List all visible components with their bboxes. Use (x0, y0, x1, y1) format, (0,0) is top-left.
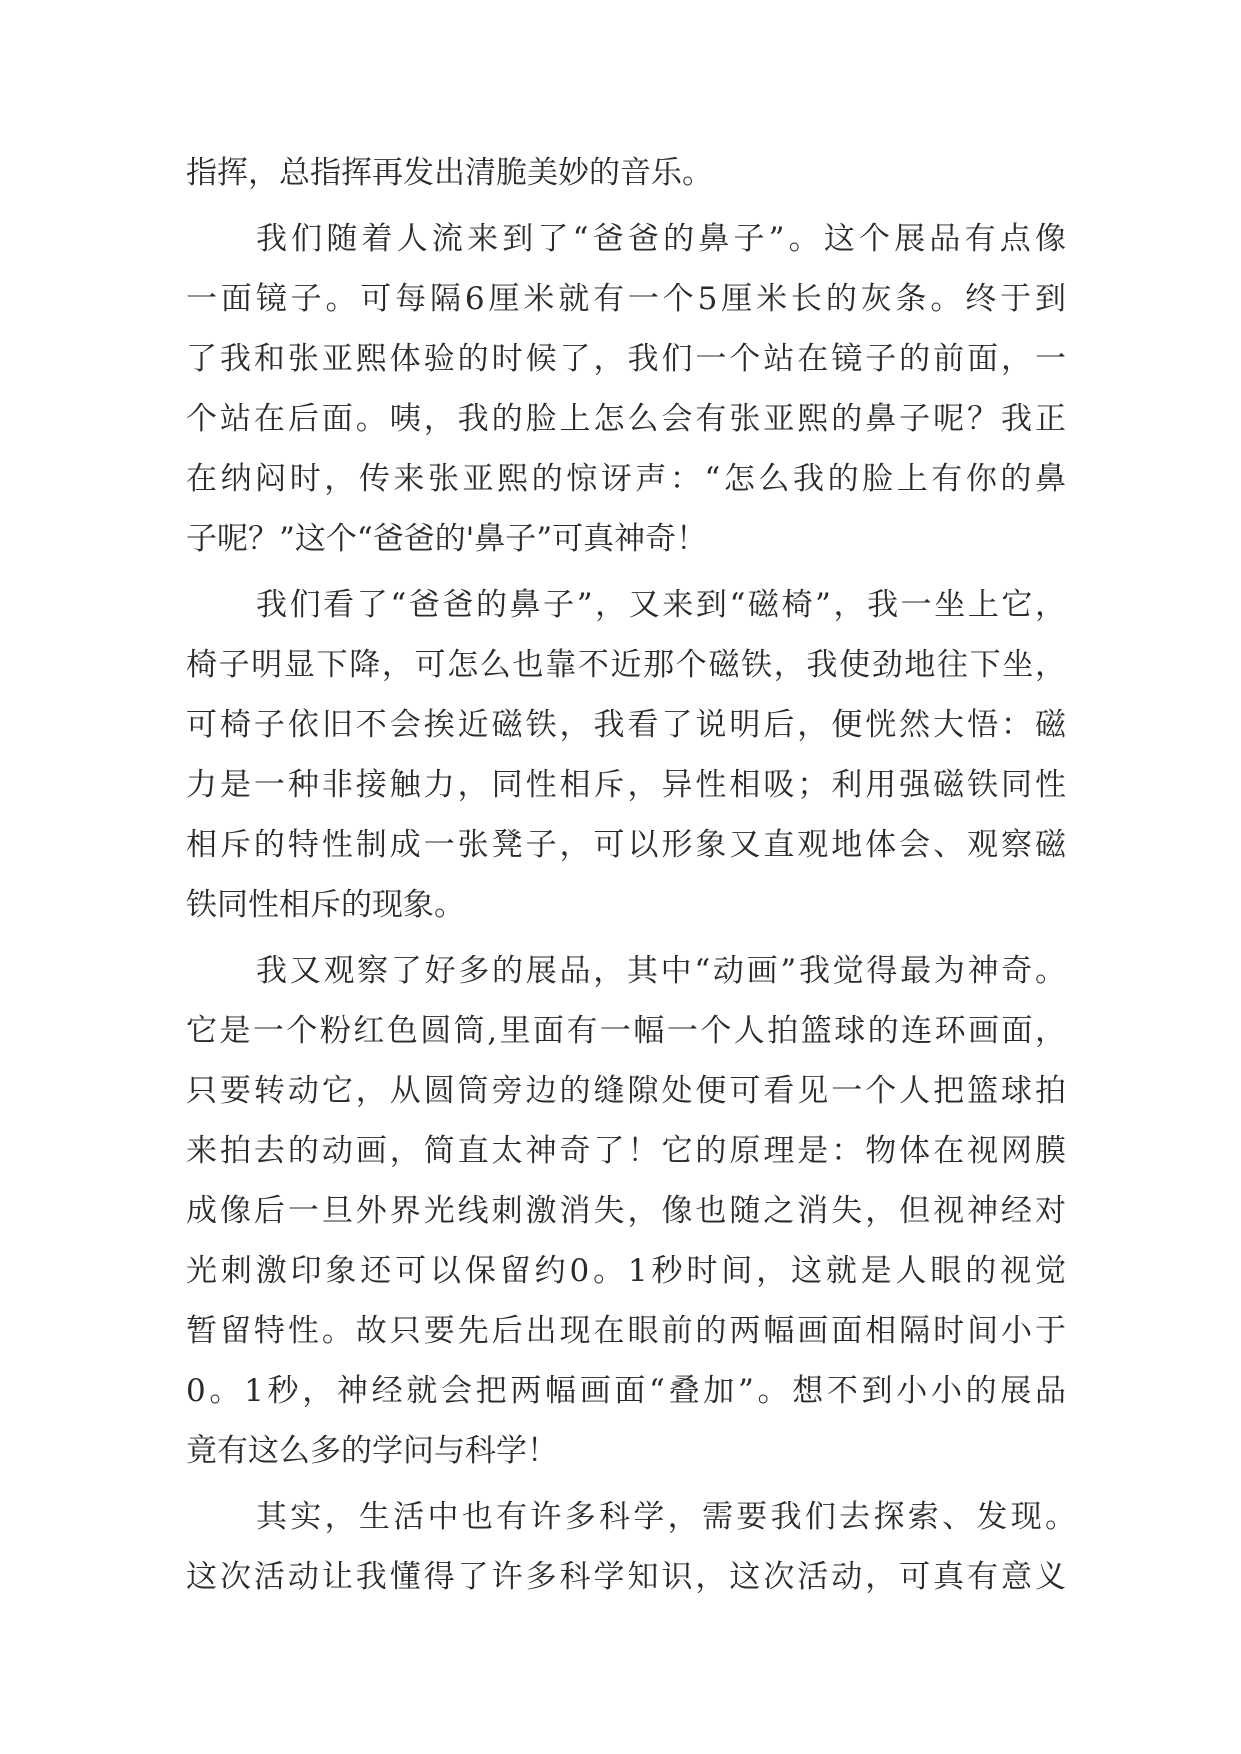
text-line: 力是一种非接触力，同性相斥，异性相吸；利用强磁铁同性 (186, 767, 1066, 803)
paragraph-first-line: 我们看了“爸爸的鼻子”，又来到“磁椅”，我一坐上它， (256, 587, 1066, 623)
text-line: 它是一个粉红色圆筒,里面有一幅一个人拍篮球的连环画面， (186, 1013, 1066, 1049)
text-line: 一面镜子。可每隔6厘米就有一个5厘米长的灰条。终于到 (186, 281, 1066, 317)
text-line: 来拍去的动画，简直太神奇了！它的原理是：物体在视网膜 (186, 1133, 1066, 1169)
text-line: 0。1秒，神经就会把两幅画面“叠加”。想不到小小的展品 (186, 1373, 1066, 1409)
text-line: 相斥的特性制成一张凳子，可以形象又直观地体会、观察磁 (186, 827, 1066, 863)
text-line: 铁同性相斥的现象。 (186, 887, 465, 923)
text-line: 了我和张亚熙体验的时候了，我们一个站在镜子的前面，一 (186, 341, 1066, 377)
text-line: 椅子明显下降，可怎么也靠不近那个磁铁，我使劲地往下坐， (186, 647, 1066, 683)
text-line: 这次活动让我懂得了许多科学知识，这次活动，可真有意义 (186, 1559, 1066, 1595)
text-line: 只要转动它，从圆筒旁边的缝隙处便可看见一个人把篮球拍 (186, 1073, 1066, 1109)
text-line: 竟有这么多的学问与科学！ (186, 1433, 558, 1469)
text-line: 成像后一旦外界光线刺激消失，像也随之消失，但视神经对 (186, 1193, 1066, 1229)
text-line: 光刺激印象还可以保留约0。1秒时间，这就是人眼的视觉 (186, 1253, 1066, 1289)
text-line: 暂留特性。故只要先后出现在眼前的两幅画面相隔时间小于 (186, 1313, 1066, 1349)
text-line: 可椅子依旧不会挨近磁铁，我看了说明后，便恍然大悟：磁 (186, 707, 1066, 743)
paragraph-first-line: 其实，生活中也有许多科学，需要我们去探索、发现。 (256, 1499, 1076, 1535)
text-line: 个站在后面。咦，我的脸上怎么会有张亚熙的鼻子呢？我正 (186, 401, 1066, 437)
text-line: 在纳闷时，传来张亚熙的惊讶声：“怎么我的脸上有你的鼻 (186, 461, 1066, 497)
paragraph-first-line: 我们随着人流来到了“爸爸的鼻子”。这个展品有点像 (256, 221, 1066, 257)
text-line: 子呢？”这个“爸爸的'鼻子”可真神奇！ (186, 521, 708, 557)
text-line: 指挥，总指挥再发出清脆美妙的音乐。 (186, 155, 713, 191)
paragraph-first-line: 我又观察了好多的展品，其中“动画”我觉得最为神奇。 (256, 953, 1066, 989)
